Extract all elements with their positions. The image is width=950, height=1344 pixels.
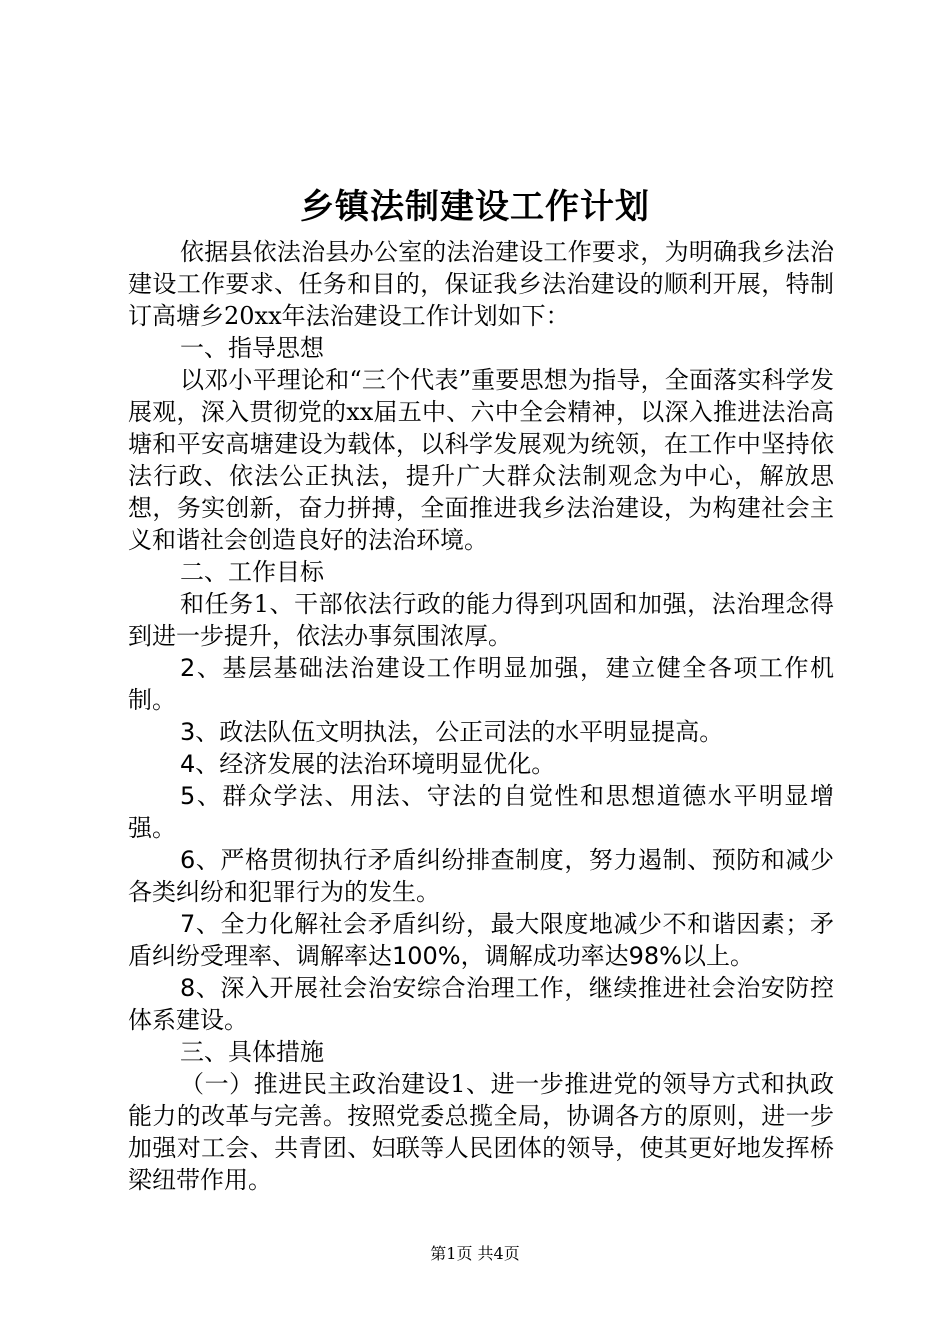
goal-item-6: 6、严格贯彻执行矛盾纠纷排查制度，努力遏制、预防和减少各类纠纷和犯罪行为的发生。 bbox=[128, 846, 834, 906]
section-heading-work-goals: 二、工作目标 bbox=[180, 558, 324, 586]
goal-item-7: 7、全力化解社会矛盾纠纷，最大限度地减少不和谐因素；矛盾纠纷受理率、调解率达100%，调解成功率达98%以上。 bbox=[128, 910, 834, 970]
goal-item-2: 2、基层基础法治建设工作明显加强，建立健全各项工作机制。 bbox=[128, 654, 834, 714]
measures-paragraph-1: （一）推进民主政治建设1、进一步推进党的领导方式和执政能力的改革与完善。按照党委总揽全局，协调各方的原则，进一步加强对工会、共青团、妇联等人民团体的领导，使其更好地发挥桥梁纽带作用。 bbox=[128, 1070, 834, 1194]
page-footer: 第1页 共4页 bbox=[430, 1244, 520, 1263]
goal-item-4: 4、经济发展的法治环境明显优化。 bbox=[180, 750, 556, 778]
document-body bbox=[128, 236, 834, 1196]
goal-item-1: 和任务1、干部依法行政的能力得到巩固和加强，法治理念得到进一步提升，依法办事氛围浓厚。 bbox=[128, 590, 834, 650]
goal-item-5: 5、群众学法、用法、守法的自觉性和思想道德水平明显增强。 bbox=[128, 782, 834, 842]
section-heading-specific-measures: 三、具体措施 bbox=[180, 1038, 324, 1066]
guiding-ideology-paragraph: 以邓小平理论和“三个代表”重要思想为指导，全面落实科学发展观，深入贯彻党的xx届五中、六中全会精神，以深入推进法治高塘和平安高塘建设为载体，以科学发展观为统领，在工作中坚持依法行政、依法公正执法，提升广大群众法制观念为中心，解放思想，务实创新，奋力拼搏，全面推进我乡法治建设，为构建社会主义和谐社会创造良好的法治环境。 bbox=[128, 366, 834, 554]
document-title: 乡镇法制建设工作计划 bbox=[300, 187, 650, 227]
intro-paragraph: 依据县依法治县办公室的法治建设工作要求，为明确我乡法治建设工作要求、任务和目的，保证我乡法治建设的顺利开展，特制订高塘乡20xx年法治建设工作计划如下： bbox=[128, 238, 834, 330]
goal-item-8: 8、深入开展社会治安综合治理工作，继续推进社会治安防控体系建设。 bbox=[128, 974, 834, 1034]
goal-item-3: 3、政法队伍文明执法，公正司法的水平明显提高。 bbox=[180, 718, 724, 746]
section-heading-guiding-ideology: 一、指导思想 bbox=[180, 334, 324, 362]
